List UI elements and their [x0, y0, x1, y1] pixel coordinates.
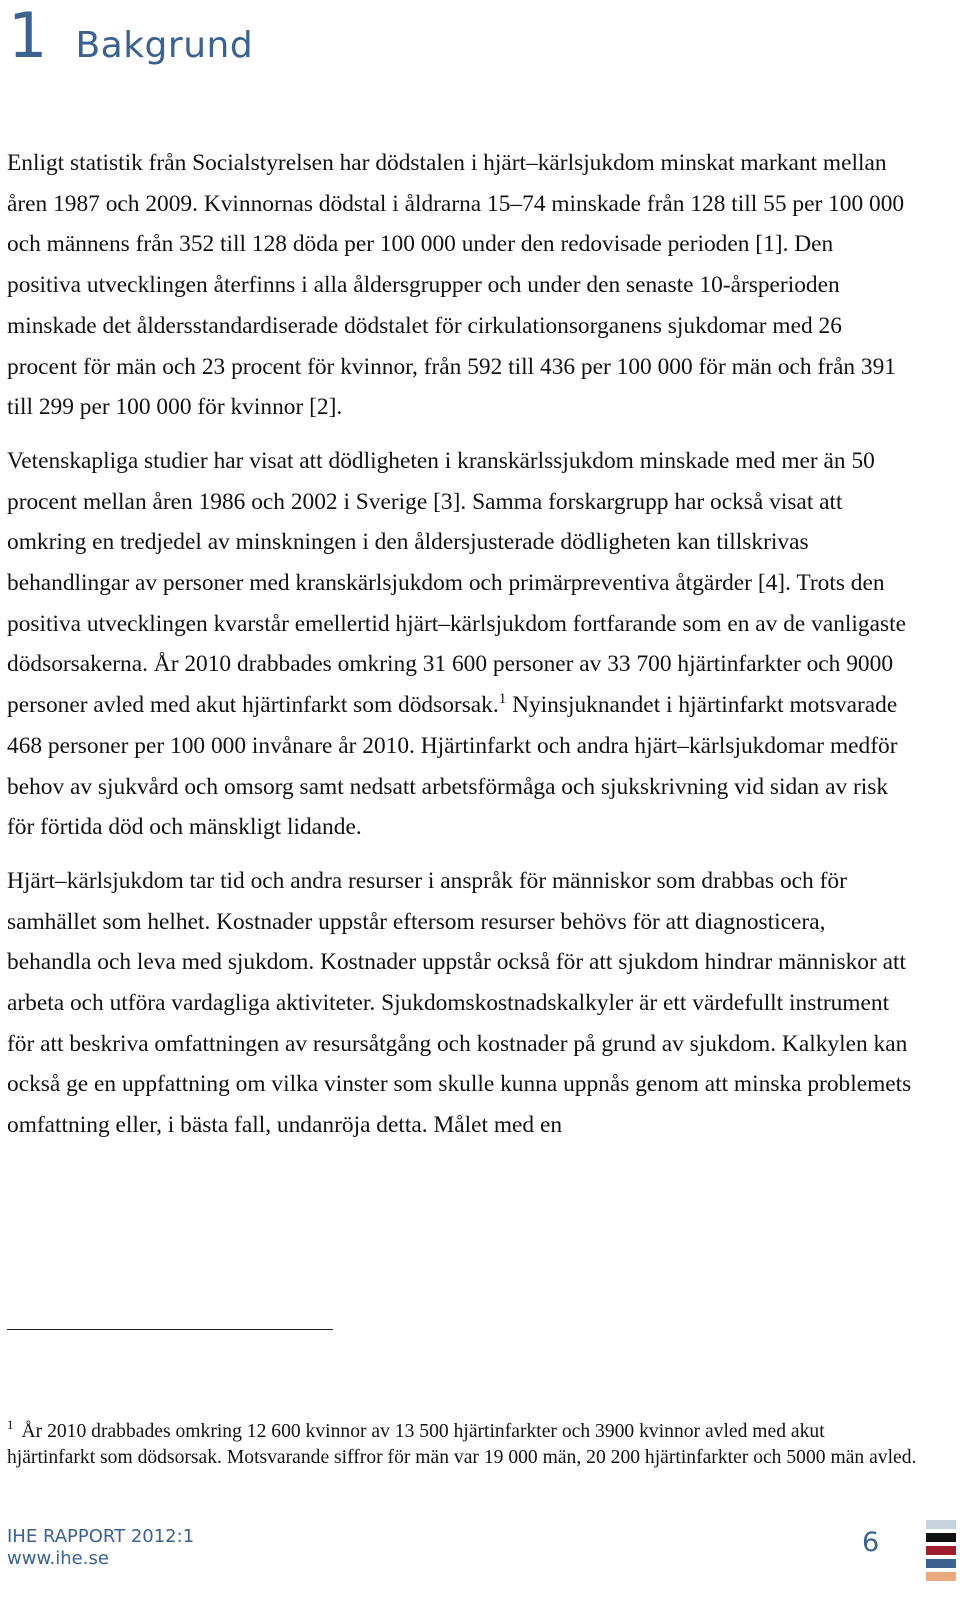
chapter-heading [8, 0, 253, 72]
page-number: 6 [862, 1527, 880, 1558]
stripe-light [926, 1520, 956, 1529]
report-url[interactable]: www.ihe.se [7, 1548, 109, 1569]
stripe-blue [926, 1559, 956, 1568]
paragraph-2 [7, 441, 912, 848]
body-text [7, 143, 912, 1159]
report-info [7, 1526, 194, 1570]
footnote-mark: 1 [7, 1417, 14, 1433]
footnote [7, 1419, 917, 1471]
stripe-red [926, 1546, 956, 1555]
footnote-reference[interactable]: 1 [498, 691, 507, 708]
paragraph-1 [7, 143, 912, 428]
paragraph-1-text: Enligt statistik från Socialstyrelsen har dödstalen i hjärt–kärlsjukdom minskat markant mellan åren 1987 och 2009. Kvinnornas dödstal i åldrarna 15–74 minskade från 128 till 55 per 100 000 och männens från 352 till 128 döda per 100 000 under den redovisade perioden [1]. Den positiva utvecklingen återfinns i alla åldersgrupper och under den senaste 10-årsperioden minskade det åldersstandardiserade dödstalet för cirkulationsorganens sjukdomar med 26 procent för män och 23 procent för kvinnor, från 592 till 436 per 100 000 för män och från 391 till 299 per 100 000 för kvinnor [2]. [7, 150, 905, 421]
footnote-text: År 2010 drabbades omkring 12 600 kvinnor av 13 500 hjärtinfarkter och 3900 kvinnor avled med akut hjärtinfarkt som dödsorsak. Motsvarande siffror för män var 19 000 män, 20 200 hjärtinfarkter och 5000 män avled. [7, 1421, 917, 1468]
paragraph-2-text-before: Vetenskapliga studier har visat att dödligheten i kranskärlssjukdom minskade med mer än 50 procent mellan åren 1986 och 2002 i Sverige [3]. Samma forskargrupp har också visat att omkring en tredjedel av minskningen i den åldersjusterade dödligheten kan tillskrivas behandlingar av personer med kranskärlsjukdom och primärpreventiva åtgärder [4]. Trots den positiva utvecklingen kvarstår emellertid hjärt–kärlsjukdom fortfarande som en av de vanligaste dödsorsakerna. År 2010 drabbades omkring 31 600 personer av 33 700 hjärtinfarkter och 9000 personer avled med akut hjärtinfarkt som dödsorsak. [7, 447, 906, 719]
brand-stripes-logo [926, 1520, 956, 1585]
paragraph-2-text-after: Nyinsjuknandet i hjärtinfarkt motsvarade 468 personer per 100 000 invånare år 2010. Hjärtinfarkt och andra hjärt–kärlsjukdomar medför behov av sjukvård och omsorg samt nedsatt arbetsförmåga och sjukskrivning vid sidan av risk för förtida död och mänskligt lidande. [7, 692, 898, 841]
chapter-number: 1 [8, 0, 48, 72]
footnote-divider [7, 1329, 333, 1330]
chapter-title: Bakgrund [75, 25, 254, 66]
stripe-black [926, 1533, 956, 1542]
paragraph-3-text: Hjärt–kärlsjukdom tar tid och andra resurser i anspråk för människor som drabbas och för samhället som helhet. Kostnader uppstår eftersom resurser behövs för att diagnosticera, behandla och leva med sjukdom. Kostnader uppstår också för att sjukdom hindrar människor att arbeta och utföra vardagliga aktiviteter. Sjukdomskostnadskalkyler är ett värdefullt instrument för att beskriva omfattningen av resursåtgång och kostnader på grund av sjukdom. Kalkylen kan också ge en uppfattning om vilka vinster som skulle kunna uppnås genom att minska problemets omfattning eller, i bästa fall, undanröja detta. Målet med en [7, 867, 912, 1139]
stripe-orange [926, 1572, 956, 1581]
paragraph-3 [7, 861, 912, 1146]
report-title: IHE RAPPORT 2012:1 [7, 1526, 195, 1547]
